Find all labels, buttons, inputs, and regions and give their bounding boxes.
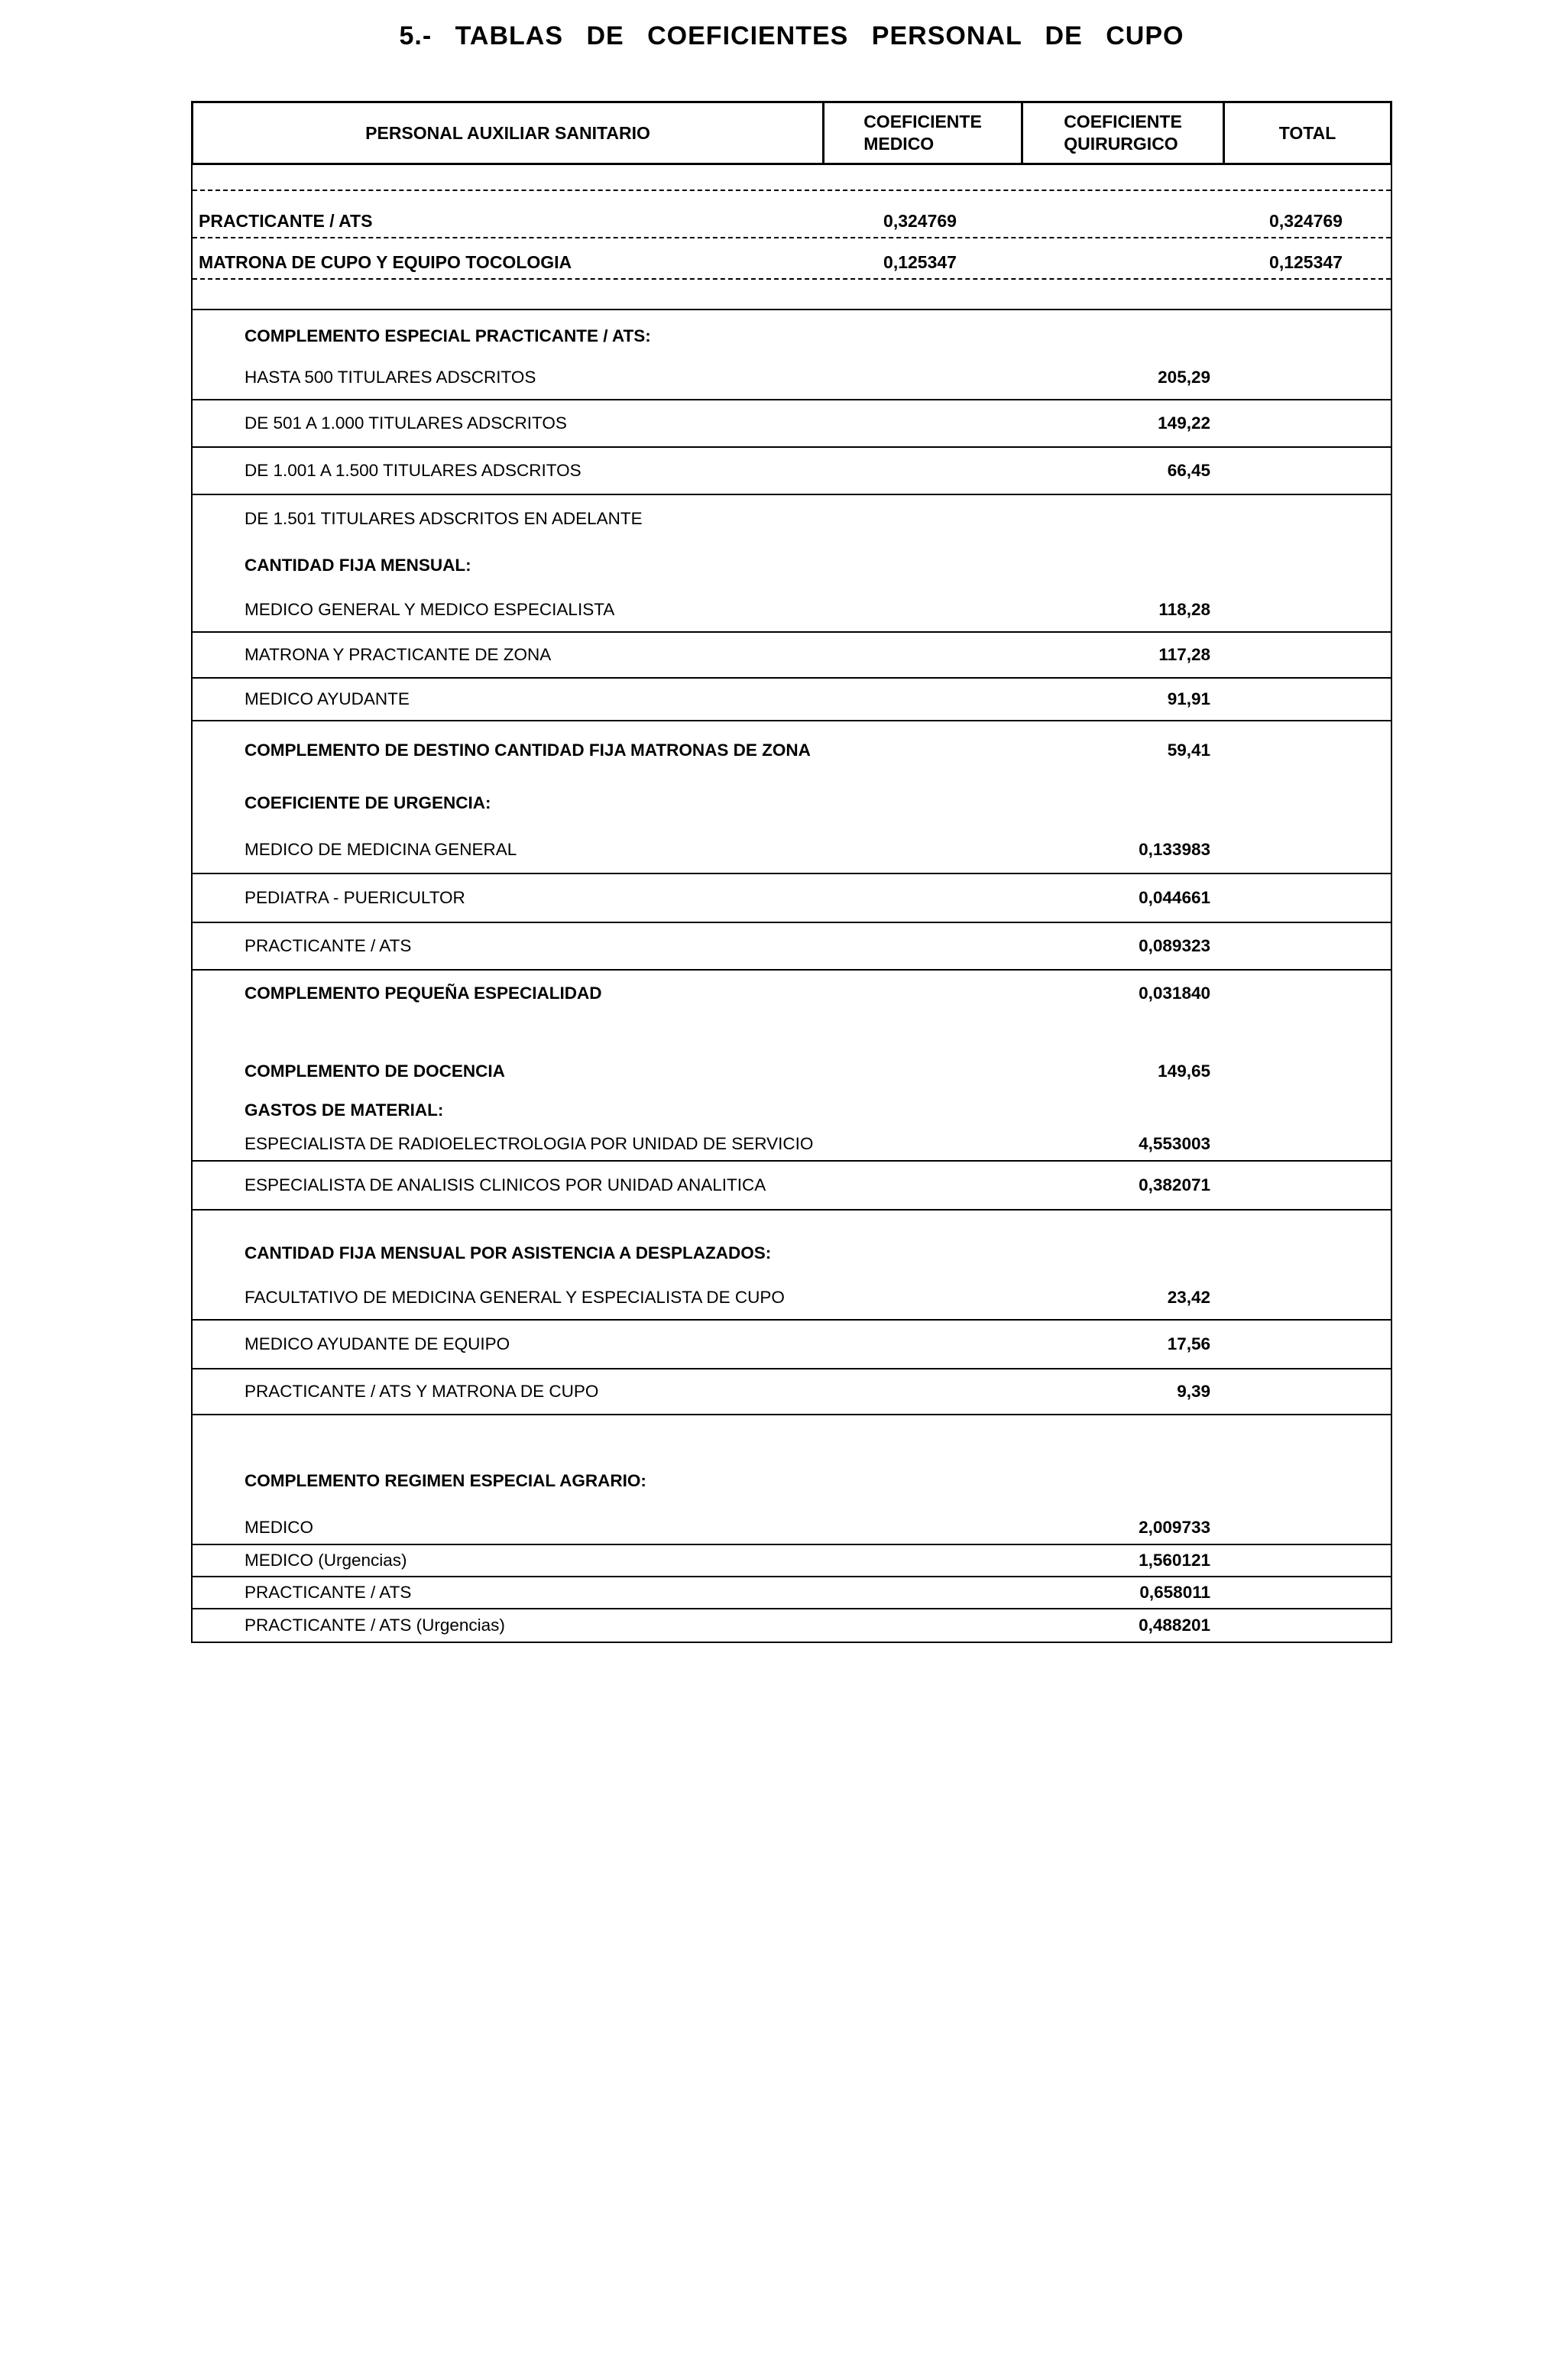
table-row bbox=[193, 1128, 1391, 1162]
table-row bbox=[193, 1545, 1391, 1577]
row-spacer bbox=[193, 1415, 1391, 1458]
header-cell-coeficiente-medico bbox=[822, 103, 1021, 163]
row-value: 23,42 bbox=[1167, 1288, 1210, 1307]
row-value: 0,488201 bbox=[1139, 1616, 1210, 1635]
row-label: FACULTATIVO DE MEDICINA GENERAL Y ESPECIALISTA DE CUPO bbox=[245, 1288, 785, 1307]
coef-row-total: 0,324769 bbox=[1269, 211, 1343, 231]
table-row bbox=[193, 1050, 1391, 1093]
row-label: COMPLEMENTO ESPECIAL PRACTICANTE / ATS: bbox=[245, 326, 651, 345]
table-row bbox=[193, 1512, 1391, 1545]
row-label: GASTOS DE MATERIAL: bbox=[245, 1100, 444, 1120]
row-label: PRACTICANTE / ATS bbox=[245, 936, 412, 955]
row-label: ESPECIALISTA DE RADIOELECTROLOGIA POR UNIDAD DE SERVICIO bbox=[245, 1134, 814, 1153]
row-label: CANTIDAD FIJA MENSUAL: bbox=[245, 556, 471, 575]
coef-row-total: 0,125347 bbox=[1269, 252, 1343, 272]
row-label: COMPLEMENTO REGIMEN ESPECIAL AGRARIO: bbox=[245, 1471, 646, 1490]
table-row bbox=[193, 543, 1391, 588]
row-value: 149,65 bbox=[1158, 1061, 1210, 1081]
row-label: HASTA 500 TITULARES ADSCRITOS bbox=[245, 368, 536, 387]
row-value: 205,29 bbox=[1158, 368, 1210, 387]
coef-row bbox=[193, 191, 1391, 238]
page-title: 5.- TABLAS DE COEFICIENTES PERSONAL DE CUPO bbox=[399, 21, 1184, 50]
coef-row-label: PRACTICANTE / ATS bbox=[199, 211, 373, 231]
coefficient-section bbox=[191, 165, 1392, 309]
table-row bbox=[193, 316, 1391, 356]
table-row bbox=[193, 1577, 1391, 1609]
row-value: 0,382071 bbox=[1139, 1175, 1210, 1194]
row-label: PEDIATRA - PUERICULTOR bbox=[245, 888, 465, 907]
coef-row bbox=[193, 238, 1391, 280]
row-value: 0,031840 bbox=[1139, 984, 1210, 1003]
row-label: MEDICO GENERAL Y MEDICO ESPECIALISTA bbox=[245, 600, 615, 619]
row-label: DE 1.001 A 1.500 TITULARES ADSCRITOS bbox=[245, 461, 582, 480]
row-spacer bbox=[193, 1211, 1391, 1230]
dashed-divider bbox=[193, 165, 1391, 191]
table-row bbox=[193, 1230, 1391, 1276]
row-spacer bbox=[193, 1504, 1391, 1512]
row-value: 0,658011 bbox=[1139, 1583, 1210, 1602]
row-value: 9,39 bbox=[1177, 1382, 1210, 1401]
row-label: MEDICO AYUDANTE bbox=[245, 689, 410, 708]
header-coeficiente-medico-line1: COEFICIENTE bbox=[863, 112, 982, 131]
header-coeficiente-quirurgico-line1: COEFICIENTE bbox=[1064, 112, 1182, 131]
table-row bbox=[193, 495, 1391, 543]
row-label: MATRONA Y PRACTICANTE DE ZONA bbox=[245, 645, 552, 664]
row-label: PRACTICANTE / ATS (Urgencias) bbox=[245, 1616, 505, 1635]
row-label: DE 501 A 1.000 TITULARES ADSCRITOS bbox=[245, 413, 567, 433]
table-row bbox=[193, 400, 1391, 448]
row-label: ESPECIALISTA DE ANALISIS CLINICOS POR UNIDAD ANALITICA bbox=[245, 1175, 766, 1194]
table-row bbox=[193, 588, 1391, 633]
row-value: 2,009733 bbox=[1139, 1518, 1210, 1537]
row-label: DE 1.501 TITULARES ADSCRITOS EN ADELANTE bbox=[245, 509, 643, 528]
row-value: 1,560121 bbox=[1139, 1551, 1210, 1570]
row-spacer bbox=[193, 1016, 1391, 1050]
table-row bbox=[193, 1162, 1391, 1211]
table-row bbox=[193, 874, 1391, 923]
coef-row-medico: 0,125347 bbox=[883, 252, 957, 272]
row-label: MEDICO DE MEDICINA GENERAL bbox=[245, 840, 517, 859]
table-row bbox=[193, 1093, 1391, 1128]
row-value: 66,45 bbox=[1167, 461, 1210, 480]
table-row bbox=[193, 633, 1391, 679]
row-label: PRACTICANTE / ATS Y MATRONA DE CUPO bbox=[245, 1382, 599, 1401]
row-value: 117,28 bbox=[1158, 645, 1210, 664]
row-value: 0,044661 bbox=[1139, 888, 1210, 907]
row-label: CANTIDAD FIJA MENSUAL POR ASISTENCIA A DESPLAZADOS: bbox=[245, 1243, 772, 1262]
row-label: COEFICIENTE DE URGENCIA: bbox=[245, 793, 491, 812]
row-label: MEDICO bbox=[245, 1518, 313, 1537]
row-value: 4,553003 bbox=[1139, 1134, 1210, 1153]
table-row bbox=[193, 971, 1391, 1016]
row-label: MEDICO AYUDANTE DE EQUIPO bbox=[245, 1334, 510, 1353]
coef-row-label: MATRONA DE CUPO Y EQUIPO TOCOLOGIA bbox=[199, 252, 572, 272]
row-value: 0,089323 bbox=[1139, 936, 1210, 955]
table-row bbox=[193, 679, 1391, 721]
table-row bbox=[193, 1458, 1391, 1504]
row-value: 0,133983 bbox=[1139, 840, 1210, 859]
row-label: COMPLEMENTO DE DESTINO CANTIDAD FIJA MATRONAS DE ZONA bbox=[245, 741, 811, 760]
header-cell-total: TOTAL bbox=[1223, 103, 1390, 163]
table-row bbox=[193, 779, 1391, 827]
table-row bbox=[193, 923, 1391, 971]
header-coeficiente-quirurgico-line2: QUIRURGICO bbox=[1064, 134, 1178, 154]
row-label: MEDICO (Urgencias) bbox=[245, 1551, 407, 1570]
row-label: PRACTICANTE / ATS bbox=[245, 1583, 412, 1602]
coef-row-medico: 0,324769 bbox=[883, 211, 957, 231]
header-cell-coeficiente-quirurgico bbox=[1021, 103, 1223, 163]
table-row bbox=[193, 1609, 1391, 1642]
table-row bbox=[193, 448, 1391, 495]
row-value: 149,22 bbox=[1158, 413, 1210, 433]
row-label: COMPLEMENTO DE DOCENCIA bbox=[245, 1061, 505, 1081]
header-cell-personal: PERSONAL AUXILIAR SANITARIO bbox=[365, 122, 650, 143]
row-value: 59,41 bbox=[1167, 741, 1210, 760]
table-row bbox=[193, 1321, 1391, 1369]
table-row bbox=[193, 1276, 1391, 1321]
table-row bbox=[193, 827, 1391, 874]
row-value: 17,56 bbox=[1167, 1334, 1210, 1353]
table-row bbox=[193, 1369, 1391, 1415]
table-body bbox=[191, 309, 1392, 1643]
table-row bbox=[193, 721, 1391, 779]
row-value: 118,28 bbox=[1158, 600, 1210, 619]
row-label: COMPLEMENTO PEQUEÑA ESPECIALIDAD bbox=[245, 984, 602, 1003]
table-header bbox=[191, 101, 1392, 165]
table-row bbox=[193, 356, 1391, 400]
header-coeficiente-medico-line2: MEDICO bbox=[863, 134, 935, 154]
row-value: 91,91 bbox=[1167, 689, 1210, 708]
